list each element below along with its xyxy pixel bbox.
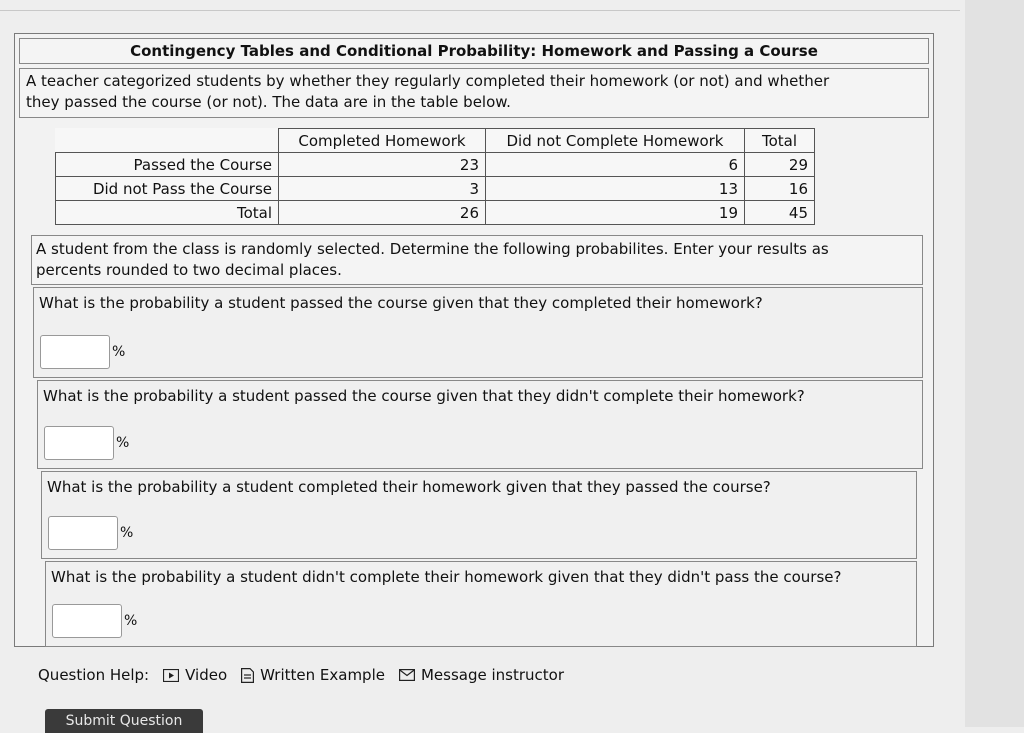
answer-input-2[interactable] [44,426,114,460]
question-4-text: What is the probability a student didn't complete their homework given that they didn't pass the course? [51,568,842,586]
cell-passed-not-completed: 6 [486,153,745,177]
table-row [56,177,815,201]
intro-text [19,68,929,118]
cell-total-completed: 26 [279,201,486,225]
contingency-table-wrapper [55,128,815,225]
cell-passed-completed: 23 [279,153,486,177]
answer-input-1[interactable] [40,335,110,369]
intro-line-2: they passed the course (or not). The data are in the table below. [26,93,511,111]
cell-grand-total: 45 [745,201,815,225]
table-row [56,153,815,177]
submit-question-button[interactable]: Submit Question [45,709,203,733]
answer-row-1 [40,335,125,369]
question-2 [37,380,923,469]
document-icon [241,668,254,683]
percent-unit-2: % [116,435,130,451]
table-corner-cell [56,129,279,153]
percent-unit-1: % [112,344,126,360]
video-link-label: Video [185,666,228,684]
header-did-not-complete-homework: Did not Complete Homework [486,129,745,153]
percent-unit-4: % [124,613,138,629]
table-row [56,201,815,225]
table-header-row [56,129,815,153]
envelope-icon [399,669,415,681]
contingency-table [55,128,815,225]
row-label-total: Total [56,201,279,225]
video-link[interactable] [163,666,227,684]
header-completed-homework: Completed Homework [279,129,486,153]
question-help-bar [38,666,564,684]
answer-input-4[interactable] [52,604,122,638]
written-example-link[interactable] [241,666,385,684]
question-2-text: What is the probability a student passed the course given that they didn't complete their homework? [43,387,805,405]
question-3 [41,471,917,559]
message-instructor-link-label: Message instructor [420,666,565,684]
cell-total-not-completed: 19 [486,201,745,225]
header-total: Total [745,129,815,153]
message-instructor-link[interactable] [399,666,564,684]
question-1-text: What is the probability a student passed the course given that they completed their homework? [39,294,763,312]
answer-row-2 [44,426,129,460]
cell-passed-total: 29 [745,153,815,177]
question-4 [45,561,917,647]
instructions-line-1: A student from the class is randomly selected. Determine the following probabilites. Enter your results as [36,240,829,258]
question-frame [14,33,934,647]
right-margin-panel [965,0,1024,727]
cell-not-passed-not-completed: 13 [486,177,745,201]
answer-input-3[interactable] [48,516,118,550]
video-icon [163,669,179,682]
answer-row-4 [52,604,137,638]
question-title: Contingency Tables and Conditional Probability: Homework and Passing a Course [19,38,929,64]
intro-line-1: A teacher categorized students by whether they regularly completed their homework (or not) and whether [26,72,830,90]
cell-not-passed-total: 16 [745,177,815,201]
row-label-not-passed: Did not Pass the Course [56,177,279,201]
written-example-link-label: Written Example [260,666,385,684]
answer-row-3 [48,516,133,550]
question-3-text: What is the probability a student completed their homework given that they passed the course? [47,478,771,496]
instructions-text [31,235,923,285]
row-label-passed: Passed the Course [56,153,279,177]
percent-unit-3: % [120,525,134,541]
cell-not-passed-completed: 3 [279,177,486,201]
question-help-label: Question Help: [38,666,150,684]
instructions-line-2: percents rounded to two decimal places. [36,261,342,279]
question-1 [33,287,923,378]
top-divider [0,10,960,11]
